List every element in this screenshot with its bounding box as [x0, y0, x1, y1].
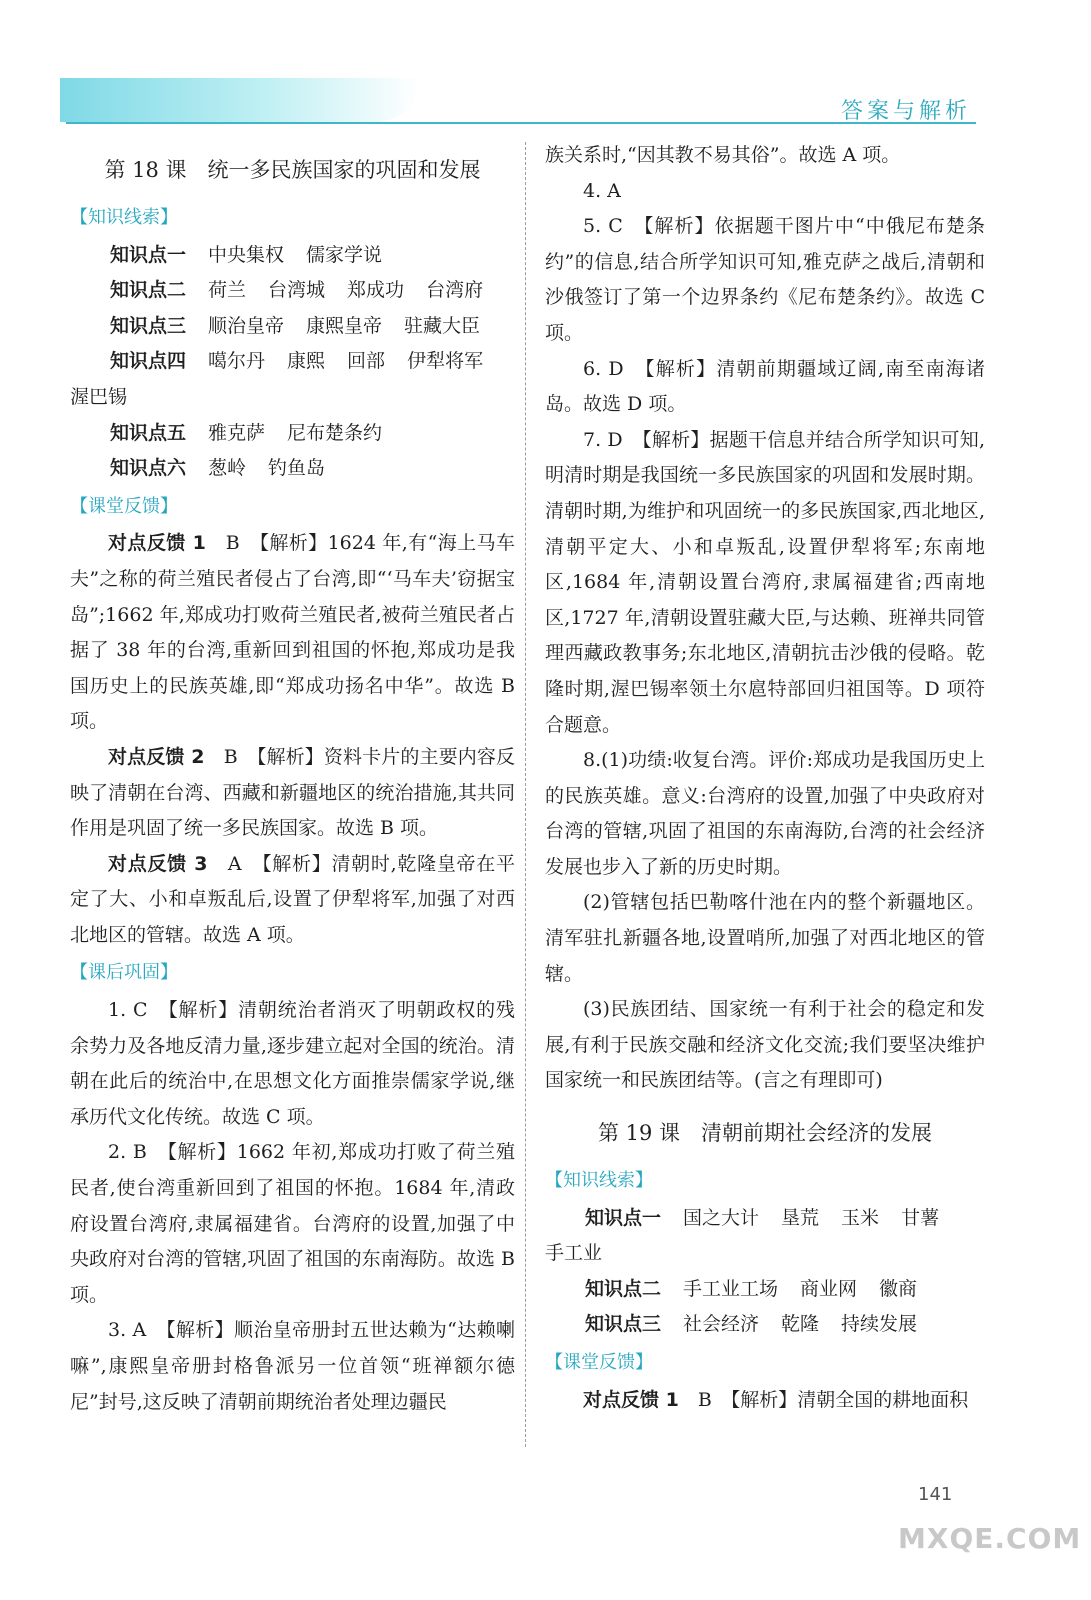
- knowledge-point-4-continued: 渥巴锡: [70, 385, 128, 408]
- knowledge-point-2: 知识点二 荷兰 台湾城 郑成功 台湾府: [110, 279, 484, 302]
- knowledge-point-5: 知识点五 雅克萨 尼布楚条约: [110, 421, 383, 444]
- feedback-3: 对点反馈 3 A 【解析】清朝时,乾隆皇帝在平定了大、小和卓叛乱后,设置了伊犁将军,加强了对西北地区的管辖。故选 A 项。: [70, 852, 515, 946]
- knowledge-point-4: 知识点四 噶尔丹 康熙 回部 伊犁将军: [110, 350, 484, 373]
- left-column: [70, 146, 515, 1420]
- right-column: [545, 138, 985, 1418]
- header-rule: [66, 122, 976, 124]
- knowledge-point-6: 知识点六 葱岭 钓鱼岛: [110, 457, 326, 480]
- column-divider: [525, 142, 526, 1447]
- section-tag-knowledge: 【知识线索】: [70, 207, 178, 228]
- answer-6: 6. D 【解析】清朝前期疆域辽阔,南至南海诸岛。故选 D 项。: [545, 357, 985, 416]
- answer-2: 2. B 【解析】1662 年初,郑成功打败了荷兰殖民者,使台湾重新回到了祖国的怀抱。1684 年,清政府设置台湾府,隶属福建省。台湾府的设置,加强了中央政府对台湾的管辖,巩固了祖国的东南海防。故选 B 项。: [70, 1141, 515, 1306]
- knowledge-point-1: 知识点一 中央集权 儒家学说: [110, 243, 383, 266]
- answer-1: 1. C 【解析】清朝统治者消灭了明朝政权的残余势力及各地反清力量,逐步建立起对全国的统治。清朝在此后的统治中,在思想文化方面推崇儒家学说,继承历代文化传统。故选 C 项。: [70, 999, 515, 1128]
- answer-3: 3. A 【解析】顺治皇帝册封五世达赖为“达赖喇嘛”,康熙皇帝册封格鲁派另一位首领“班禅额尔德尼”封号,这反映了清朝前期统治者处理边疆民: [70, 1319, 515, 1413]
- answer-8-part-2: (2)管辖包括巴勒喀什池在内的整个新疆地区。清军驻扎新疆各地,设置哨所,加强了对西北地区的管辖。: [545, 891, 985, 985]
- knowledge-point-19-2: 知识点二 手工业工场 商业网 徽商: [585, 1277, 918, 1300]
- section-tag-class-feedback: 【课堂反馈】: [70, 495, 178, 517]
- header-title: 答案与解析: [840, 99, 971, 124]
- answer-8-part-3: (3)民族团结、国家统一有利于社会的稳定和发展,有利于民族交融和经济文化交流;我们要坚决维护国家统一和民族团结等。(言之有理即可): [545, 998, 985, 1092]
- knowledge-point-19-1: 知识点一 国之大计 垦荒 玉米 甘薯: [585, 1206, 940, 1229]
- feedback-19-1: 对点反馈 1 B 【解析】清朝全国的耕地面积: [583, 1388, 969, 1411]
- section-tag-after-class: 【课后巩固】: [70, 962, 178, 984]
- lesson-19-title: 第 19 课 清朝前期社会经济的发展: [597, 1121, 933, 1146]
- section-tag-knowledge-19: 【知识线索】: [545, 1170, 653, 1192]
- knowledge-point-19-1-continued: 手工业: [545, 1242, 603, 1265]
- header-decoration: [60, 78, 420, 122]
- answer-5: 5. C 【解析】依据题干图片中“中俄尼布楚条约”的信息,结合所学知识可知,雅克萨之战后,清朝和沙俄签订了第一个边界条约《尼布楚条约》。故选 C 项。: [545, 215, 985, 344]
- section-tag-class-feedback-19: 【课堂反馈】: [545, 1352, 653, 1373]
- answer-8-part-1: 8.(1)功绩:收复台湾。评价:郑成功是我国历史上的民族英雄。意义:台湾府的设置,加强了中央政府对台湾的管辖,巩固了祖国的东南海防,台湾的社会经济发展也步入了新的历史时期。: [545, 749, 985, 878]
- feedback-2: 对点反馈 2 B 【解析】资料卡片的主要内容反映了清朝在台湾、西藏和新疆地区的统治措施,其共同作用是巩固了统一多民族国家。故选 B 项。: [70, 745, 515, 840]
- knowledge-point-19-3: 知识点三 社会经济 乾隆 持续发展: [585, 1313, 918, 1336]
- lesson-18-title: 第 18 课 统一多民族国家的巩固和发展: [104, 158, 481, 182]
- knowledge-point-3: 知识点三 顺治皇帝 康熙皇帝 驻藏大臣: [110, 314, 481, 337]
- answer-3-continued: 族关系时,“因其教不易其俗”。故选 A 项。: [545, 144, 901, 166]
- answer-7: 7. D 【解析】据题干信息并结合所学知识可知,明清时期是我国统一多民族国家的巩固和发展时期。清朝时期,为维护和巩固统一的多民族国家,西北地区,清朝平定大、小和卓叛乱,设置伊犁将军;东南地区,1684 年,清朝设置台湾府,隶属福建省;西南地区,1727 年,清朝设置驻藏大臣,与达赖、班禅共同管理西藏政教事务;东北地区,清朝抗击沙俄的侵略。乾隆时期,渥巴锡率领土尔扈特部回归祖国等。D 项符合题意。: [545, 428, 985, 736]
- page-number: 141: [918, 1484, 953, 1505]
- answer-4: 4. A: [583, 179, 621, 202]
- feedback-1: 对点反馈 1 B 【解析】1624 年,有“海上马车夫”之称的荷兰殖民者侵占了台湾,即“‘马车夫’窃据宝岛”;1662 年,郑成功打败荷兰殖民者,被荷兰殖民者占据了 38 年的台湾,重新回到祖国的怀抱,郑成功是我国历史上的民族英雄,即“郑成功扬名中华”。故选 B 项。: [70, 532, 515, 733]
- watermark: MXQE.COM: [898, 1522, 1082, 1555]
